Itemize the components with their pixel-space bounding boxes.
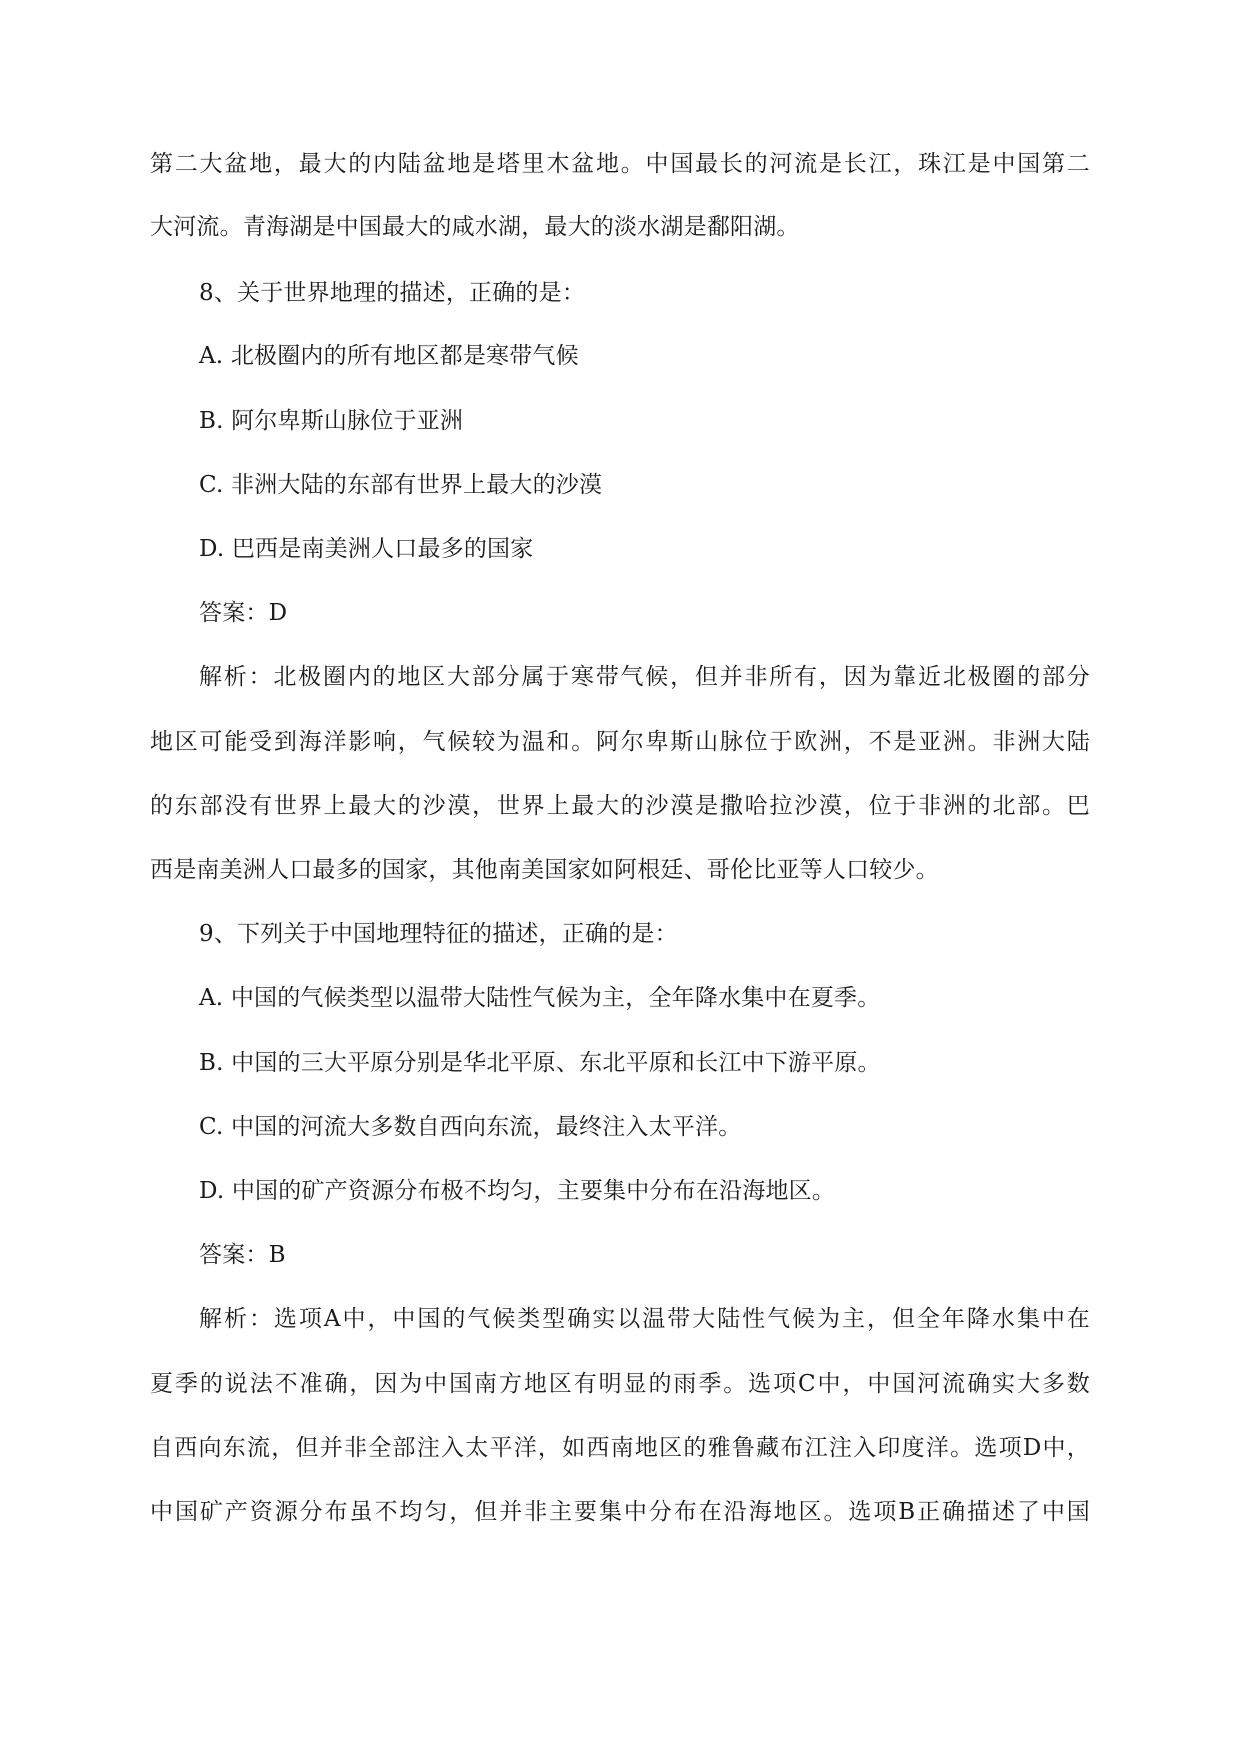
q9-option-c: C. 中国的河流大多数自西向东流，最终注入太平洋。 bbox=[199, 1114, 742, 1140]
q9-analysis-line-3: 自西向东流，但并非全部注入太平洋，如西南地区的雅鲁藏布江注入印度洋。选项D中， bbox=[150, 1435, 1090, 1461]
q8-analysis-line-4: 西是南美洲人口最多的国家，其他南美国家如阿根廷、哥伦比亚等人口较少。 bbox=[150, 857, 939, 883]
q8-question: 8、关于世界地理的描述，正确的是： bbox=[199, 280, 586, 306]
q8-option-c: C. 非洲大陆的东部有世界上最大的沙漠 bbox=[199, 472, 603, 498]
q8-analysis-line-1: 解析：北极圈内的地区大部分属于寒带气候，但并非所有，因为靠近北极圈的部分 bbox=[199, 664, 1090, 690]
intro-line-1: 第二大盆地，最大的内陆盆地是塔里木盆地。中国最长的河流是长江，珠江是中国第二 bbox=[150, 151, 1090, 177]
q8-option-d: D. 巴西是南美洲人口最多的国家 bbox=[199, 536, 534, 562]
q9-analysis-line-2: 夏季的说法不准确，因为中国南方地区有明显的雨季。选项C中，中国河流确实大多数 bbox=[150, 1371, 1090, 1397]
q8-analysis-line-2: 地区可能受到海洋影响，气候较为温和。阿尔卑斯山脉位于欧洲，不是亚洲。非洲大陆 bbox=[150, 729, 1090, 755]
q9-answer: 答案：B bbox=[199, 1242, 286, 1268]
q9-option-a: A. 中国的气候类型以温带大陆性气候为主，全年降水集中在夏季。 bbox=[199, 985, 881, 1011]
q8-option-b: B. 阿尔卑斯山脉位于亚洲 bbox=[199, 408, 464, 434]
intro-line-2: 大河流。青海湖是中国最大的咸水湖，最大的淡水湖是鄱阳湖。 bbox=[150, 214, 800, 240]
q8-analysis-line-3: 的东部没有世界上最大的沙漠，世界上最大的沙漠是撒哈拉沙漠，位于非洲的北部。巴 bbox=[150, 793, 1090, 819]
q9-analysis-line-1: 解析：选项A中，中国的气候类型确实以温带大陆性气候为主，但全年降水集中在 bbox=[199, 1306, 1090, 1332]
q9-option-b: B. 中国的三大平原分别是华北平原、东北平原和长江中下游平原。 bbox=[199, 1050, 881, 1076]
q9-option-d: D. 中国的矿产资源分布极不均匀，主要集中分布在沿海地区。 bbox=[199, 1178, 836, 1204]
q9-question: 9、下列关于中国地理特征的描述，正确的是： bbox=[199, 921, 678, 947]
q9-analysis-line-4: 中国矿产资源分布虽不均匀，但并非主要集中分布在沿海地区。选项B正确描述了中国 bbox=[150, 1499, 1090, 1525]
q8-answer: 答案：D bbox=[199, 600, 288, 626]
q8-option-a: A. 北极圈内的所有地区都是寒带气候 bbox=[199, 343, 579, 369]
